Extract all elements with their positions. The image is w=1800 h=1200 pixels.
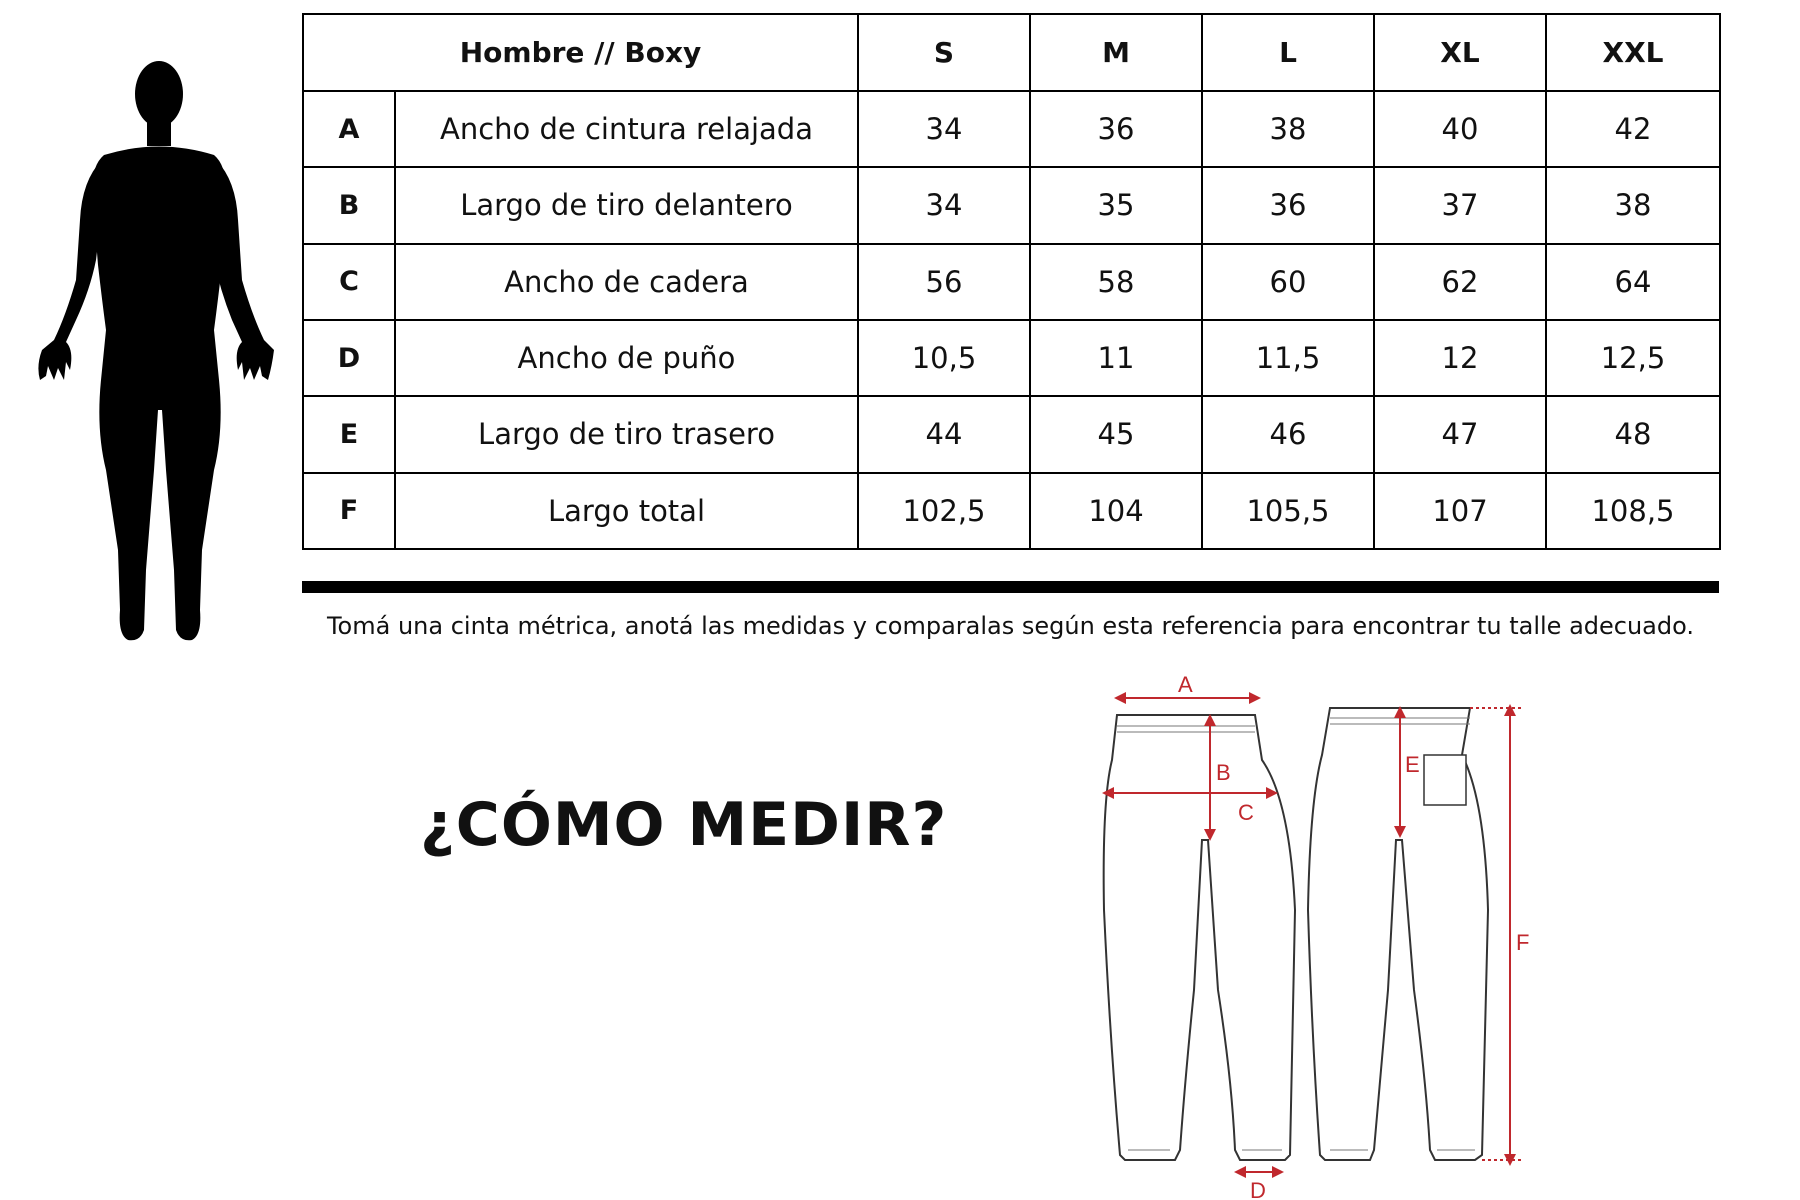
- row-value: 10,5: [858, 320, 1030, 396]
- row-value: 38: [1202, 91, 1374, 167]
- row-value: 42: [1546, 91, 1720, 167]
- row-label: Ancho de cadera: [395, 244, 858, 320]
- how-to-measure-title: ¿CÓMO MEDIR?: [420, 790, 948, 860]
- row-value: 46: [1202, 396, 1374, 472]
- row-value: 60: [1202, 244, 1374, 320]
- row-value: 37: [1374, 167, 1546, 243]
- row-value: 108,5: [1546, 473, 1720, 549]
- table-row: [303, 91, 1720, 167]
- row-value: 48: [1546, 396, 1720, 472]
- row-value: 36: [1202, 167, 1374, 243]
- row-label: Largo total: [395, 473, 858, 549]
- row-letter: F: [303, 473, 395, 549]
- row-value: 62: [1374, 244, 1546, 320]
- table-title: Hombre // Boxy: [303, 14, 858, 91]
- row-value: 36: [1030, 91, 1202, 167]
- diagram-label-a: A: [1178, 672, 1193, 697]
- table-header-row: [303, 14, 1720, 91]
- row-value: 11: [1030, 320, 1202, 396]
- row-value: 45: [1030, 396, 1202, 472]
- size-header-xxl: XXL: [1546, 14, 1720, 91]
- table-row: [303, 396, 1720, 472]
- row-value: 11,5: [1202, 320, 1374, 396]
- row-value: 64: [1546, 244, 1720, 320]
- row-value: 35: [1030, 167, 1202, 243]
- row-letter: E: [303, 396, 395, 472]
- pants-measurement-diagram: [1090, 660, 1570, 1200]
- size-header-m: M: [1030, 14, 1202, 91]
- size-header-xl: XL: [1374, 14, 1546, 91]
- diagram-label-d: D: [1250, 1178, 1266, 1200]
- row-value: 56: [858, 244, 1030, 320]
- size-table: [302, 13, 1721, 550]
- diagram-label-e: E: [1405, 752, 1420, 777]
- row-letter: A: [303, 91, 395, 167]
- row-value: 107: [1374, 473, 1546, 549]
- row-value: 44: [858, 396, 1030, 472]
- row-label: Largo de tiro delantero: [395, 167, 858, 243]
- row-value: 34: [858, 167, 1030, 243]
- row-value: 12: [1374, 320, 1546, 396]
- row-label: Largo de tiro trasero: [395, 396, 858, 472]
- size-header-l: L: [1202, 14, 1374, 91]
- table-row: [303, 167, 1720, 243]
- table-row: [303, 473, 1720, 549]
- divider-bar: [302, 581, 1719, 593]
- row-value: 105,5: [1202, 473, 1374, 549]
- diagram-label-b: B: [1216, 760, 1231, 785]
- row-letter: B: [303, 167, 395, 243]
- row-value: 47: [1374, 396, 1546, 472]
- row-label: Ancho de cintura relajada: [395, 91, 858, 167]
- row-value: 104: [1030, 473, 1202, 549]
- diagram-label-f: F: [1516, 930, 1530, 955]
- row-value: 40: [1374, 91, 1546, 167]
- back-pocket-shape: [1424, 755, 1466, 805]
- row-value: 34: [858, 91, 1030, 167]
- size-header-s: S: [858, 14, 1030, 91]
- diagram-label-c: C: [1238, 800, 1254, 825]
- row-value: 12,5: [1546, 320, 1720, 396]
- table-row: [303, 244, 1720, 320]
- row-value: 102,5: [858, 473, 1030, 549]
- pants-front-outline: [1104, 715, 1295, 1160]
- human-silhouette-figure: [14, 50, 274, 650]
- row-value: 58: [1030, 244, 1202, 320]
- row-letter: C: [303, 244, 395, 320]
- row-value: 38: [1546, 167, 1720, 243]
- row-letter: D: [303, 320, 395, 396]
- table-row: [303, 320, 1720, 396]
- row-label: Ancho de puño: [395, 320, 858, 396]
- measure-note: Tomá una cinta métrica, anotá las medidas y comparalas según esta referencia para encontrar tu talle adecuado.: [326, 612, 1695, 640]
